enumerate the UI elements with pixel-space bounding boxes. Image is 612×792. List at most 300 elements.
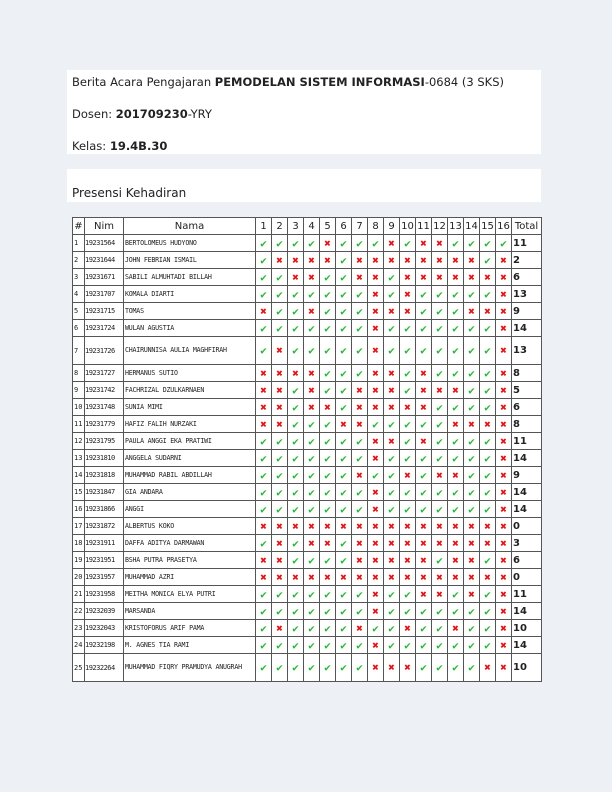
absent-cross-icon: ✖	[496, 252, 512, 269]
row-number: 10	[73, 399, 85, 416]
absent-cross-icon: ✖	[352, 552, 368, 569]
present-check-icon: ✔	[288, 586, 304, 603]
row-number: 19	[73, 552, 85, 569]
present-check-icon: ✔	[256, 620, 272, 637]
absent-cross-icon: ✖	[304, 303, 320, 320]
absent-cross-icon: ✖	[496, 552, 512, 569]
table-row	[73, 552, 542, 569]
student-nim: 19231795	[85, 433, 124, 450]
attendance-total: 13	[512, 286, 542, 303]
absent-cross-icon: ✖	[496, 620, 512, 637]
present-check-icon: ✔	[480, 252, 496, 269]
present-check-icon: ✔	[432, 552, 448, 569]
attendance-total: 11	[512, 235, 542, 252]
student-nim: 19231951	[85, 552, 124, 569]
present-check-icon: ✔	[400, 450, 416, 467]
absent-cross-icon: ✖	[384, 399, 400, 416]
absent-cross-icon: ✖	[496, 654, 512, 682]
present-check-icon: ✔	[400, 484, 416, 501]
course-code: -0684 (3 SKS)	[424, 75, 504, 89]
present-check-icon: ✔	[464, 382, 480, 399]
present-check-icon: ✔	[320, 337, 336, 365]
absent-cross-icon: ✖	[256, 399, 272, 416]
absent-cross-icon: ✖	[320, 252, 336, 269]
absent-cross-icon: ✖	[304, 382, 320, 399]
absent-cross-icon: ✖	[400, 269, 416, 286]
attendance-total: 14	[512, 450, 542, 467]
absent-cross-icon: ✖	[448, 620, 464, 637]
absent-cross-icon: ✖	[384, 518, 400, 535]
absent-cross-icon: ✖	[448, 467, 464, 484]
present-check-icon: ✔	[432, 484, 448, 501]
present-check-icon: ✔	[480, 382, 496, 399]
present-check-icon: ✔	[416, 484, 432, 501]
absent-cross-icon: ✖	[336, 569, 352, 586]
course-title	[72, 75, 504, 89]
present-check-icon: ✔	[336, 303, 352, 320]
row-number: 3	[73, 269, 85, 286]
absent-cross-icon: ✖	[384, 365, 400, 382]
absent-cross-icon: ✖	[272, 252, 288, 269]
present-check-icon: ✔	[288, 603, 304, 620]
column-header: 12	[432, 218, 448, 235]
column-header: 3	[288, 218, 304, 235]
row-number: 8	[73, 365, 85, 382]
attendance-total: 6	[512, 269, 542, 286]
present-check-icon: ✔	[336, 501, 352, 518]
absent-cross-icon: ✖	[272, 337, 288, 365]
present-check-icon: ✔	[432, 654, 448, 682]
present-check-icon: ✔	[400, 433, 416, 450]
absent-cross-icon: ✖	[496, 518, 512, 535]
present-check-icon: ✔	[432, 433, 448, 450]
absent-cross-icon: ✖	[448, 269, 464, 286]
present-check-icon: ✔	[384, 501, 400, 518]
row-number: 17	[73, 518, 85, 535]
absent-cross-icon: ✖	[384, 654, 400, 682]
present-check-icon: ✔	[352, 303, 368, 320]
absent-cross-icon: ✖	[464, 252, 480, 269]
present-check-icon: ✔	[432, 399, 448, 416]
absent-cross-icon: ✖	[272, 416, 288, 433]
present-check-icon: ✔	[464, 637, 480, 654]
present-check-icon: ✔	[320, 586, 336, 603]
present-check-icon: ✔	[256, 337, 272, 365]
present-check-icon: ✔	[400, 637, 416, 654]
present-check-icon: ✔	[384, 467, 400, 484]
absent-cross-icon: ✖	[384, 569, 400, 586]
row-number: 13	[73, 450, 85, 467]
attendance-total: 14	[512, 603, 542, 620]
table-row	[73, 252, 542, 269]
absent-cross-icon: ✖	[368, 552, 384, 569]
present-check-icon: ✔	[304, 433, 320, 450]
present-check-icon: ✔	[352, 365, 368, 382]
student-nim: 19231715	[85, 303, 124, 320]
present-check-icon: ✔	[288, 337, 304, 365]
student-nim: 19231671	[85, 269, 124, 286]
student-nim: 19231847	[85, 484, 124, 501]
table-row	[73, 484, 542, 501]
absent-cross-icon: ✖	[448, 535, 464, 552]
absent-cross-icon: ✖	[400, 654, 416, 682]
attendance-total: 3	[512, 535, 542, 552]
present-check-icon: ✔	[448, 303, 464, 320]
present-check-icon: ✔	[432, 620, 448, 637]
absent-cross-icon: ✖	[368, 569, 384, 586]
absent-cross-icon: ✖	[432, 586, 448, 603]
present-check-icon: ✔	[256, 450, 272, 467]
present-check-icon: ✔	[256, 467, 272, 484]
present-check-icon: ✔	[400, 501, 416, 518]
row-number: 2	[73, 252, 85, 269]
absent-cross-icon: ✖	[432, 535, 448, 552]
present-check-icon: ✔	[304, 450, 320, 467]
attendance-total: 0	[512, 518, 542, 535]
absent-cross-icon: ✖	[368, 501, 384, 518]
absent-cross-icon: ✖	[496, 637, 512, 654]
row-number: 11	[73, 416, 85, 433]
present-check-icon: ✔	[464, 467, 480, 484]
absent-cross-icon: ✖	[496, 337, 512, 365]
absent-cross-icon: ✖	[416, 382, 432, 399]
present-check-icon: ✔	[272, 603, 288, 620]
present-check-icon: ✔	[288, 654, 304, 682]
present-check-icon: ✔	[336, 235, 352, 252]
absent-cross-icon: ✖	[368, 382, 384, 399]
absent-cross-icon: ✖	[384, 382, 400, 399]
present-check-icon: ✔	[336, 450, 352, 467]
student-nim: 19232039	[85, 603, 124, 620]
present-check-icon: ✔	[320, 654, 336, 682]
present-check-icon: ✔	[448, 399, 464, 416]
absent-cross-icon: ✖	[368, 286, 384, 303]
present-check-icon: ✔	[480, 501, 496, 518]
column-header: 4	[304, 218, 320, 235]
student-nim: 19231872	[85, 518, 124, 535]
present-check-icon: ✔	[320, 637, 336, 654]
present-check-icon: ✔	[464, 433, 480, 450]
student-name: TOMAS	[124, 303, 256, 320]
absent-cross-icon: ✖	[416, 569, 432, 586]
present-check-icon: ✔	[304, 467, 320, 484]
present-check-icon: ✔	[272, 269, 288, 286]
absent-cross-icon: ✖	[304, 269, 320, 286]
student-nim: 19231866	[85, 501, 124, 518]
absent-cross-icon: ✖	[368, 399, 384, 416]
absent-cross-icon: ✖	[304, 535, 320, 552]
present-check-icon: ✔	[288, 433, 304, 450]
absent-cross-icon: ✖	[400, 286, 416, 303]
present-check-icon: ✔	[320, 416, 336, 433]
present-check-icon: ✔	[320, 467, 336, 484]
absent-cross-icon: ✖	[304, 569, 320, 586]
absent-cross-icon: ✖	[368, 252, 384, 269]
absent-cross-icon: ✖	[448, 569, 464, 586]
student-name: KRISTOFORUS ARIF PAMA	[124, 620, 256, 637]
absent-cross-icon: ✖	[400, 518, 416, 535]
present-check-icon: ✔	[256, 501, 272, 518]
absent-cross-icon: ✖	[496, 433, 512, 450]
absent-cross-icon: ✖	[352, 620, 368, 637]
present-check-icon: ✔	[288, 303, 304, 320]
present-check-icon: ✔	[464, 450, 480, 467]
absent-cross-icon: ✖	[416, 269, 432, 286]
present-check-icon: ✔	[480, 552, 496, 569]
absent-cross-icon: ✖	[464, 552, 480, 569]
absent-cross-icon: ✖	[352, 467, 368, 484]
student-nim: 19231742	[85, 382, 124, 399]
absent-cross-icon: ✖	[384, 252, 400, 269]
present-check-icon: ✔	[288, 320, 304, 337]
present-check-icon: ✔	[304, 235, 320, 252]
present-check-icon: ✔	[336, 433, 352, 450]
present-check-icon: ✔	[352, 603, 368, 620]
absent-cross-icon: ✖	[256, 382, 272, 399]
present-check-icon: ✔	[352, 484, 368, 501]
column-header: Total	[512, 218, 542, 235]
column-header: 5	[320, 218, 336, 235]
present-check-icon: ✔	[320, 269, 336, 286]
absent-cross-icon: ✖	[352, 269, 368, 286]
present-check-icon: ✔	[416, 320, 432, 337]
student-name: KOMALA DIARTI	[124, 286, 256, 303]
absent-cross-icon: ✖	[272, 518, 288, 535]
present-check-icon: ✔	[384, 620, 400, 637]
present-check-icon: ✔	[336, 320, 352, 337]
student-name: BERTOLOMEUS HUDYONO	[124, 235, 256, 252]
absent-cross-icon: ✖	[432, 269, 448, 286]
present-check-icon: ✔	[400, 416, 416, 433]
absent-cross-icon: ✖	[256, 365, 272, 382]
present-check-icon: ✔	[432, 603, 448, 620]
student-name: ALBERTUS KOKO	[124, 518, 256, 535]
absent-cross-icon: ✖	[256, 518, 272, 535]
student-name: SABILI ALMUHTADI BILLAH	[124, 269, 256, 286]
column-header: 15	[480, 218, 496, 235]
absent-cross-icon: ✖	[448, 382, 464, 399]
absent-cross-icon: ✖	[288, 252, 304, 269]
present-check-icon: ✔	[352, 337, 368, 365]
column-header: 7	[352, 218, 368, 235]
absent-cross-icon: ✖	[352, 399, 368, 416]
present-check-icon: ✔	[464, 654, 480, 682]
absent-cross-icon: ✖	[384, 235, 400, 252]
present-check-icon: ✔	[256, 654, 272, 682]
absent-cross-icon: ✖	[368, 603, 384, 620]
student-name: MUHAMMAD FIQRY PRAMUDYA ANUGRAH	[124, 654, 256, 682]
present-check-icon: ✔	[416, 501, 432, 518]
attendance-table	[72, 217, 542, 682]
present-check-icon: ✔	[416, 620, 432, 637]
present-check-icon: ✔	[304, 603, 320, 620]
absent-cross-icon: ✖	[384, 303, 400, 320]
present-check-icon: ✔	[336, 286, 352, 303]
present-check-icon: ✔	[416, 337, 432, 365]
absent-cross-icon: ✖	[336, 518, 352, 535]
absent-cross-icon: ✖	[320, 535, 336, 552]
present-check-icon: ✔	[480, 235, 496, 252]
present-check-icon: ✔	[464, 235, 480, 252]
present-check-icon: ✔	[480, 433, 496, 450]
absent-cross-icon: ✖	[400, 252, 416, 269]
absent-cross-icon: ✖	[288, 365, 304, 382]
column-header: 14	[464, 218, 480, 235]
lecturer-line	[72, 107, 212, 121]
present-check-icon: ✔	[288, 535, 304, 552]
absent-cross-icon: ✖	[368, 518, 384, 535]
row-number: 15	[73, 484, 85, 501]
present-check-icon: ✔	[480, 484, 496, 501]
absent-cross-icon: ✖	[496, 286, 512, 303]
student-name: FACHRIZAL DZULKARNAEN	[124, 382, 256, 399]
present-check-icon: ✔	[448, 235, 464, 252]
column-header: 2	[272, 218, 288, 235]
row-number: 24	[73, 637, 85, 654]
absent-cross-icon: ✖	[464, 586, 480, 603]
table-row	[73, 467, 542, 484]
absent-cross-icon: ✖	[256, 303, 272, 320]
present-check-icon: ✔	[336, 382, 352, 399]
attendance-total: 9	[512, 303, 542, 320]
present-check-icon: ✔	[464, 286, 480, 303]
attendance-total: 6	[512, 552, 542, 569]
attendance-total: 11	[512, 586, 542, 603]
row-number: 5	[73, 303, 85, 320]
table-row	[73, 269, 542, 286]
present-check-icon: ✔	[464, 603, 480, 620]
student-name: MEITHA MONICA ELYA PUTRI	[124, 586, 256, 603]
absent-cross-icon: ✖	[400, 569, 416, 586]
absent-cross-icon: ✖	[496, 467, 512, 484]
present-check-icon: ✔	[432, 320, 448, 337]
absent-cross-icon: ✖	[496, 303, 512, 320]
absent-cross-icon: ✖	[320, 518, 336, 535]
absent-cross-icon: ✖	[480, 569, 496, 586]
absent-cross-icon: ✖	[416, 518, 432, 535]
present-check-icon: ✔	[352, 433, 368, 450]
absent-cross-icon: ✖	[272, 382, 288, 399]
absent-cross-icon: ✖	[272, 365, 288, 382]
absent-cross-icon: ✖	[288, 269, 304, 286]
present-check-icon: ✔	[336, 399, 352, 416]
attendance-total: 14	[512, 484, 542, 501]
absent-cross-icon: ✖	[432, 252, 448, 269]
column-header: 11	[416, 218, 432, 235]
course-name: PEMODELAN SISTEM INFORMASI	[214, 75, 425, 89]
student-name: GIA ANDARA	[124, 484, 256, 501]
student-nim: 19231810	[85, 450, 124, 467]
column-header: 1	[256, 218, 272, 235]
student-name: M. AGNES TIA RAMI	[124, 637, 256, 654]
attendance-total: 13	[512, 337, 542, 365]
present-check-icon: ✔	[416, 603, 432, 620]
present-check-icon: ✔	[304, 484, 320, 501]
absent-cross-icon: ✖	[352, 535, 368, 552]
absent-cross-icon: ✖	[368, 365, 384, 382]
absent-cross-icon: ✖	[352, 416, 368, 433]
absent-cross-icon: ✖	[416, 235, 432, 252]
student-nim: 19231564	[85, 235, 124, 252]
student-nim: 19231707	[85, 286, 124, 303]
present-check-icon: ✔	[256, 637, 272, 654]
present-check-icon: ✔	[368, 416, 384, 433]
present-check-icon: ✔	[400, 337, 416, 365]
table-row	[73, 320, 542, 337]
class-value: 19.4B.30	[109, 139, 168, 153]
present-check-icon: ✔	[384, 416, 400, 433]
absent-cross-icon: ✖	[288, 569, 304, 586]
column-header: #	[73, 218, 85, 235]
row-number: 22	[73, 603, 85, 620]
present-check-icon: ✔	[400, 382, 416, 399]
student-nim: 19232043	[85, 620, 124, 637]
present-check-icon: ✔	[320, 501, 336, 518]
row-number: 7	[73, 337, 85, 365]
student-name: CHAIRUNNISA AULIA MAGHFIRAH	[124, 337, 256, 365]
column-header: 13	[448, 218, 464, 235]
absent-cross-icon: ✖	[256, 552, 272, 569]
row-number: 16	[73, 501, 85, 518]
present-check-icon: ✔	[480, 637, 496, 654]
absent-cross-icon: ✖	[304, 252, 320, 269]
present-check-icon: ✔	[320, 433, 336, 450]
column-header: 9	[384, 218, 400, 235]
present-check-icon: ✔	[304, 416, 320, 433]
present-check-icon: ✔	[272, 235, 288, 252]
absent-cross-icon: ✖	[496, 535, 512, 552]
table-row	[73, 569, 542, 586]
present-check-icon: ✔	[336, 467, 352, 484]
present-check-icon: ✔	[336, 252, 352, 269]
student-name: ANGGI	[124, 501, 256, 518]
table-row	[73, 501, 542, 518]
present-check-icon: ✔	[352, 637, 368, 654]
attendance-total: 11	[512, 433, 542, 450]
student-nim: 19231779	[85, 416, 124, 433]
lecturer-label: Dosen:	[72, 107, 116, 121]
absent-cross-icon: ✖	[272, 569, 288, 586]
absent-cross-icon: ✖	[368, 269, 384, 286]
present-check-icon: ✔	[448, 603, 464, 620]
present-check-icon: ✔	[256, 603, 272, 620]
present-check-icon: ✔	[384, 450, 400, 467]
present-check-icon: ✔	[272, 586, 288, 603]
table-row	[73, 586, 542, 603]
present-check-icon: ✔	[432, 637, 448, 654]
present-check-icon: ✔	[416, 637, 432, 654]
present-check-icon: ✔	[304, 620, 320, 637]
present-check-icon: ✔	[480, 365, 496, 382]
absent-cross-icon: ✖	[496, 320, 512, 337]
student-name: HERMANUS SUTIO	[124, 365, 256, 382]
present-check-icon: ✔	[320, 450, 336, 467]
row-number: 4	[73, 286, 85, 303]
present-check-icon: ✔	[480, 337, 496, 365]
table-row	[73, 535, 542, 552]
present-check-icon: ✔	[336, 637, 352, 654]
attendance-total: 2	[512, 252, 542, 269]
attendance-total: 10	[512, 620, 542, 637]
present-check-icon: ✔	[448, 433, 464, 450]
row-number: 25	[73, 654, 85, 682]
present-check-icon: ✔	[288, 399, 304, 416]
absent-cross-icon: ✖	[416, 252, 432, 269]
present-check-icon: ✔	[400, 235, 416, 252]
present-check-icon: ✔	[336, 603, 352, 620]
present-check-icon: ✔	[336, 654, 352, 682]
present-check-icon: ✔	[464, 320, 480, 337]
